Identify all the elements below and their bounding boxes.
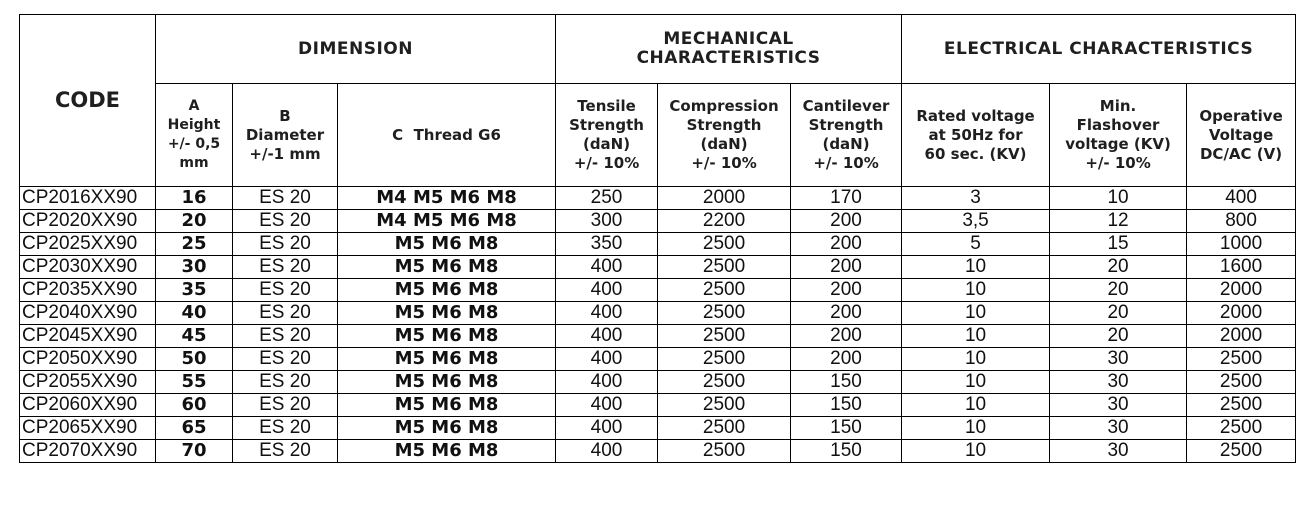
diameter-cell: ES 20 (233, 325, 338, 348)
tensile-cell: 400 (556, 417, 658, 440)
code-cell: CP2030XX90 (20, 256, 156, 279)
code-cell: CP2065XX90 (20, 417, 156, 440)
cantilever-cell: 150 (791, 371, 902, 394)
subheader-line: A (188, 98, 200, 114)
subheader-line: Operative (1199, 106, 1283, 125)
height-cell: 20 (156, 210, 233, 233)
table-row (20, 187, 1296, 210)
flashover-cell: 20 (1050, 325, 1187, 348)
cantilever-cell: 170 (791, 187, 902, 210)
height-cell: 35 (156, 279, 233, 302)
cantilever-cell: 150 (791, 440, 902, 463)
thread-cell: M5 M6 M8 (338, 348, 556, 371)
cantilever-cell: 200 (791, 325, 902, 348)
rated-voltage-cell: 10 (902, 302, 1050, 325)
rated-voltage-cell: 10 (902, 417, 1050, 440)
rated-voltage-header (902, 84, 1050, 187)
rated-voltage-cell: 10 (902, 348, 1050, 371)
mechanical-group-header (556, 15, 902, 84)
rated-voltage-cell: 10 (902, 325, 1050, 348)
thread-cell: M5 M6 M8 (338, 440, 556, 463)
flashover-cell: 20 (1050, 302, 1187, 325)
subheader-line: B (279, 106, 291, 125)
code-cell: CP2025XX90 (20, 233, 156, 256)
operative-voltage-cell: 1000 (1187, 233, 1296, 256)
thread-cell: M5 M6 M8 (338, 279, 556, 302)
subheader-line: Flashover (1076, 116, 1160, 134)
height-cell: 30 (156, 256, 233, 279)
cantilever-cell: 200 (791, 302, 902, 325)
compression-cell: 2500 (658, 302, 791, 325)
flashover-cell: 15 (1050, 233, 1187, 256)
diameter-cell: ES 20 (233, 417, 338, 440)
height-cell: 55 (156, 371, 233, 394)
diameter-cell: ES 20 (233, 371, 338, 394)
thread-cell: M4 M5 M6 M8 (338, 187, 556, 210)
subheader-line: mm (179, 155, 209, 171)
diameter-cell: ES 20 (233, 256, 338, 279)
cantilever-cell: 200 (791, 233, 902, 256)
thread-cell: M4 M5 M6 M8 (338, 210, 556, 233)
subheader-line: Voltage (1208, 125, 1274, 144)
compression-strength-header (658, 84, 791, 187)
subheader-line: at 50Hz for (928, 125, 1023, 144)
compression-cell: 2500 (658, 394, 791, 417)
diameter-cell: ES 20 (233, 210, 338, 233)
subheader-line: +/- 10% (813, 154, 879, 172)
cantilever-cell: 200 (791, 256, 902, 279)
subheader-line: (daN) (822, 135, 870, 153)
diameter-cell: ES 20 (233, 279, 338, 302)
height-cell: 25 (156, 233, 233, 256)
code-cell: CP2016XX90 (20, 187, 156, 210)
code-header: CODE (20, 15, 156, 187)
height-cell: 70 (156, 440, 233, 463)
table-row (20, 440, 1296, 463)
compression-cell: 2500 (658, 325, 791, 348)
operative-voltage-cell: 400 (1187, 187, 1296, 210)
subheader-line: Strength (808, 116, 884, 134)
rated-voltage-cell: 10 (902, 279, 1050, 302)
tensile-cell: 350 (556, 233, 658, 256)
operative-voltage-cell: 1600 (1187, 256, 1296, 279)
operative-voltage-cell: 2000 (1187, 302, 1296, 325)
operative-voltage-cell: 2500 (1187, 440, 1296, 463)
rated-voltage-cell: 10 (902, 371, 1050, 394)
subheader-line: 60 sec. (KV) (924, 144, 1027, 163)
height-cell: 16 (156, 187, 233, 210)
code-cell: CP2055XX90 (20, 371, 156, 394)
height-cell: 50 (156, 348, 233, 371)
subheader-line: Compression (669, 97, 779, 115)
table-row (20, 302, 1296, 325)
thread-c-header (338, 84, 556, 187)
operative-voltage-cell: 2000 (1187, 279, 1296, 302)
table-row (20, 417, 1296, 440)
rated-voltage-cell: 3 (902, 187, 1050, 210)
compression-cell: 2500 (658, 371, 791, 394)
subheader-line: Height (167, 117, 221, 133)
flashover-cell: 30 (1050, 440, 1187, 463)
cantilever-cell: 200 (791, 279, 902, 302)
rated-voltage-cell: 5 (902, 233, 1050, 256)
tensile-cell: 400 (556, 371, 658, 394)
height-cell: 60 (156, 394, 233, 417)
diameter-cell: ES 20 (233, 348, 338, 371)
table-row (20, 348, 1296, 371)
cantilever-cell: 200 (791, 348, 902, 371)
table-row (20, 394, 1296, 417)
height-cell: 65 (156, 417, 233, 440)
operative-voltage-cell: 2500 (1187, 417, 1296, 440)
table-row (20, 371, 1296, 394)
table-row (20, 325, 1296, 348)
tensile-cell: 400 (556, 348, 658, 371)
flashover-cell: 12 (1050, 210, 1187, 233)
thread-cell: M5 M6 M8 (338, 325, 556, 348)
subheader-line: (daN) (700, 135, 748, 153)
code-cell: CP2070XX90 (20, 440, 156, 463)
tensile-cell: 400 (556, 302, 658, 325)
dimension-group-header: DIMENSION (156, 15, 556, 84)
flashover-cell: 10 (1050, 187, 1187, 210)
thread-cell: M5 M6 M8 (338, 371, 556, 394)
subheader-line: Strength (569, 116, 644, 134)
operative-voltage-cell: 800 (1187, 210, 1296, 233)
compression-cell: 2500 (658, 348, 791, 371)
subheader-line: Cantilever (802, 97, 890, 115)
subheader-line: +/- 10% (573, 154, 640, 172)
compression-cell: 2000 (658, 187, 791, 210)
operative-voltage-cell: 2000 (1187, 325, 1296, 348)
thread-cell: M5 M6 M8 (338, 417, 556, 440)
code-cell: CP2020XX90 (20, 210, 156, 233)
tensile-strength-header (556, 84, 658, 187)
tensile-cell: 250 (556, 187, 658, 210)
cantilever-strength-header (791, 84, 902, 187)
diameter-cell: ES 20 (233, 440, 338, 463)
compression-cell: 2500 (658, 256, 791, 279)
subheader-line: Tensile (577, 97, 636, 115)
subheader-line: +/- 10% (1085, 154, 1151, 172)
cantilever-cell: 200 (791, 210, 902, 233)
code-cell: CP2035XX90 (20, 279, 156, 302)
cantilever-cell: 150 (791, 417, 902, 440)
subheader-line: Strength (686, 116, 762, 134)
subheader-line: +/- 10% (691, 154, 757, 172)
code-cell: CP2045XX90 (20, 325, 156, 348)
table-row (20, 256, 1296, 279)
operative-voltage-cell: 2500 (1187, 371, 1296, 394)
rated-voltage-cell: 10 (902, 394, 1050, 417)
spec-table-wrapper (19, 14, 1296, 463)
flashover-voltage-header (1050, 84, 1187, 187)
subheader-line: (daN) (582, 135, 631, 153)
tensile-cell: 400 (556, 325, 658, 348)
rated-voltage-cell: 3,5 (902, 210, 1050, 233)
subheader-line: Min. (1099, 97, 1137, 115)
table-row (20, 279, 1296, 302)
subheader-line: C Thread G6 (392, 125, 501, 144)
diameter-cell: ES 20 (233, 302, 338, 325)
compression-cell: 2500 (658, 417, 791, 440)
height-a-header (156, 84, 233, 187)
flashover-cell: 30 (1050, 371, 1187, 394)
operative-voltage-cell: 2500 (1187, 394, 1296, 417)
mechanical-header-line: MECHANICAL (663, 29, 794, 49)
table-row (20, 210, 1296, 233)
compression-cell: 2500 (658, 233, 791, 256)
flashover-cell: 30 (1050, 394, 1187, 417)
mechanical-header-line: CHARACTERISTICS (636, 48, 821, 68)
code-cell: CP2050XX90 (20, 348, 156, 371)
height-cell: 40 (156, 302, 233, 325)
flashover-cell: 30 (1050, 348, 1187, 371)
tensile-cell: 300 (556, 210, 658, 233)
table-row (20, 233, 1296, 256)
diameter-cell: ES 20 (233, 233, 338, 256)
electrical-group-header: ELECTRICAL CHARACTERISTICS (902, 15, 1296, 84)
tensile-cell: 400 (556, 256, 658, 279)
operative-voltage-header (1187, 84, 1296, 187)
compression-cell: 2500 (658, 279, 791, 302)
subheader-line: Diameter (245, 125, 325, 144)
code-cell: CP2060XX90 (20, 394, 156, 417)
thread-cell: M5 M6 M8 (338, 394, 556, 417)
flashover-cell: 30 (1050, 417, 1187, 440)
tensile-cell: 400 (556, 440, 658, 463)
spec-table (19, 14, 1296, 463)
operative-voltage-cell: 2500 (1187, 348, 1296, 371)
diameter-cell: ES 20 (233, 187, 338, 210)
thread-cell: M5 M6 M8 (338, 302, 556, 325)
subheader-line: DC/AC (V) (1199, 144, 1283, 163)
flashover-cell: 20 (1050, 256, 1187, 279)
code-cell: CP2040XX90 (20, 302, 156, 325)
subheader-line: +/- 0,5 (167, 136, 221, 152)
thread-cell: M5 M6 M8 (338, 233, 556, 256)
tensile-cell: 400 (556, 394, 658, 417)
compression-cell: 2500 (658, 440, 791, 463)
subheader-line: +/-1 mm (249, 144, 321, 163)
thread-cell: M5 M6 M8 (338, 256, 556, 279)
compression-cell: 2200 (658, 210, 791, 233)
diameter-cell: ES 20 (233, 394, 338, 417)
tensile-cell: 400 (556, 279, 658, 302)
rated-voltage-cell: 10 (902, 256, 1050, 279)
cantilever-cell: 150 (791, 394, 902, 417)
diameter-b-header (233, 84, 338, 187)
subheader-line: Rated voltage (916, 106, 1035, 125)
height-cell: 45 (156, 325, 233, 348)
rated-voltage-cell: 10 (902, 440, 1050, 463)
flashover-cell: 20 (1050, 279, 1187, 302)
subheader-line: voltage (KV) (1065, 135, 1171, 153)
